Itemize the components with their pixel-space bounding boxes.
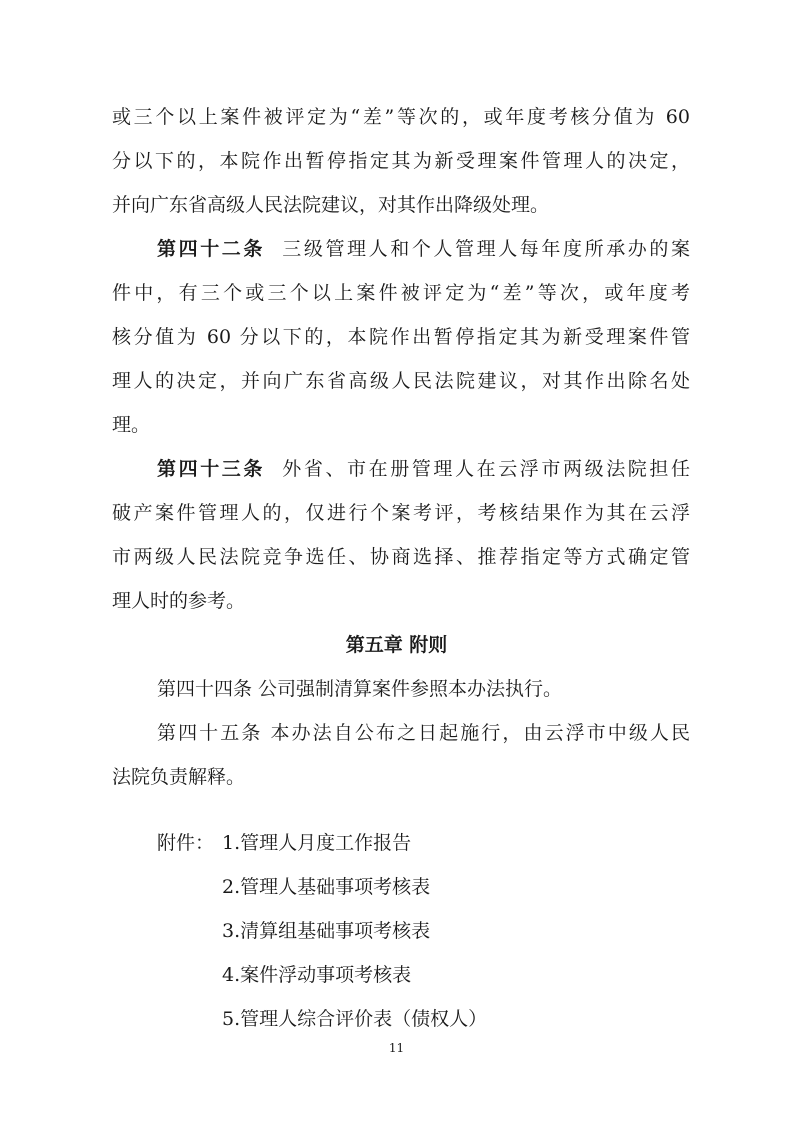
paragraph-line bbox=[157, 457, 690, 481]
paragraph-line: 法院负责解释。 bbox=[112, 766, 246, 788]
attachment-item: 3.清算组基础事项考核表 bbox=[222, 920, 431, 942]
paragraph-line: 第四十五条 本办法自公布之日起施行，由云浮市中级人民 bbox=[157, 722, 690, 744]
paragraph-line: 理。 bbox=[112, 414, 151, 436]
chapter-title: 第五章 附则 bbox=[345, 634, 448, 656]
paragraph-line: 件中，有三个或三个以上案件被评定为“差”等次，或年度考 bbox=[112, 282, 690, 304]
paragraph-line: 或三个以上案件被评定为“差”等次的，或年度考核分值为 60 bbox=[112, 106, 690, 128]
attachment-item: 1.管理人月度工作报告 bbox=[222, 832, 412, 854]
paragraph-line: 理人时的参考。 bbox=[112, 590, 246, 612]
paragraph-line: 分以下的，本院作出暂停指定其为新受理案件管理人的决定， bbox=[112, 150, 690, 172]
attachments-label: 附件： bbox=[157, 832, 215, 854]
article-heading: 第四十三条 bbox=[157, 458, 265, 480]
paragraph-line: 理人的决定，并向广东省高级人民法院建议，对其作出除名处 bbox=[112, 370, 690, 392]
attachment-item: 5.管理人综合评价表（债权人） bbox=[222, 1008, 488, 1030]
paragraph-text: 三级管理人和个人管理人每年度所承办的案 bbox=[282, 238, 690, 260]
article-heading: 第四十二条 bbox=[157, 238, 265, 260]
paragraph-line: 市两级人民法院竞争选任、协商选择、推荐指定等方式确定管 bbox=[112, 546, 690, 568]
page-number: 11 bbox=[388, 1041, 405, 1055]
attachment-item: 4.案件浮动事项考核表 bbox=[222, 964, 412, 986]
paragraph-line: 核分值为 60 分以下的，本院作出暂停指定其为新受理案件管 bbox=[112, 326, 690, 348]
attachment-item: 2.管理人基础事项考核表 bbox=[222, 876, 431, 898]
paragraph-line: 并向广东省高级人民法院建议，对其作出降级处理。 bbox=[112, 194, 550, 216]
paragraph-text: 外省、市在册管理人在云浮市两级法院担任 bbox=[282, 458, 690, 480]
paragraph-line bbox=[157, 237, 690, 261]
article-44: 第四十四条 公司强制清算案件参照本办法执行。 bbox=[157, 678, 563, 700]
paragraph-line: 破产案件管理人的，仅进行个案考评，考核结果作为其在云浮 bbox=[112, 502, 690, 524]
